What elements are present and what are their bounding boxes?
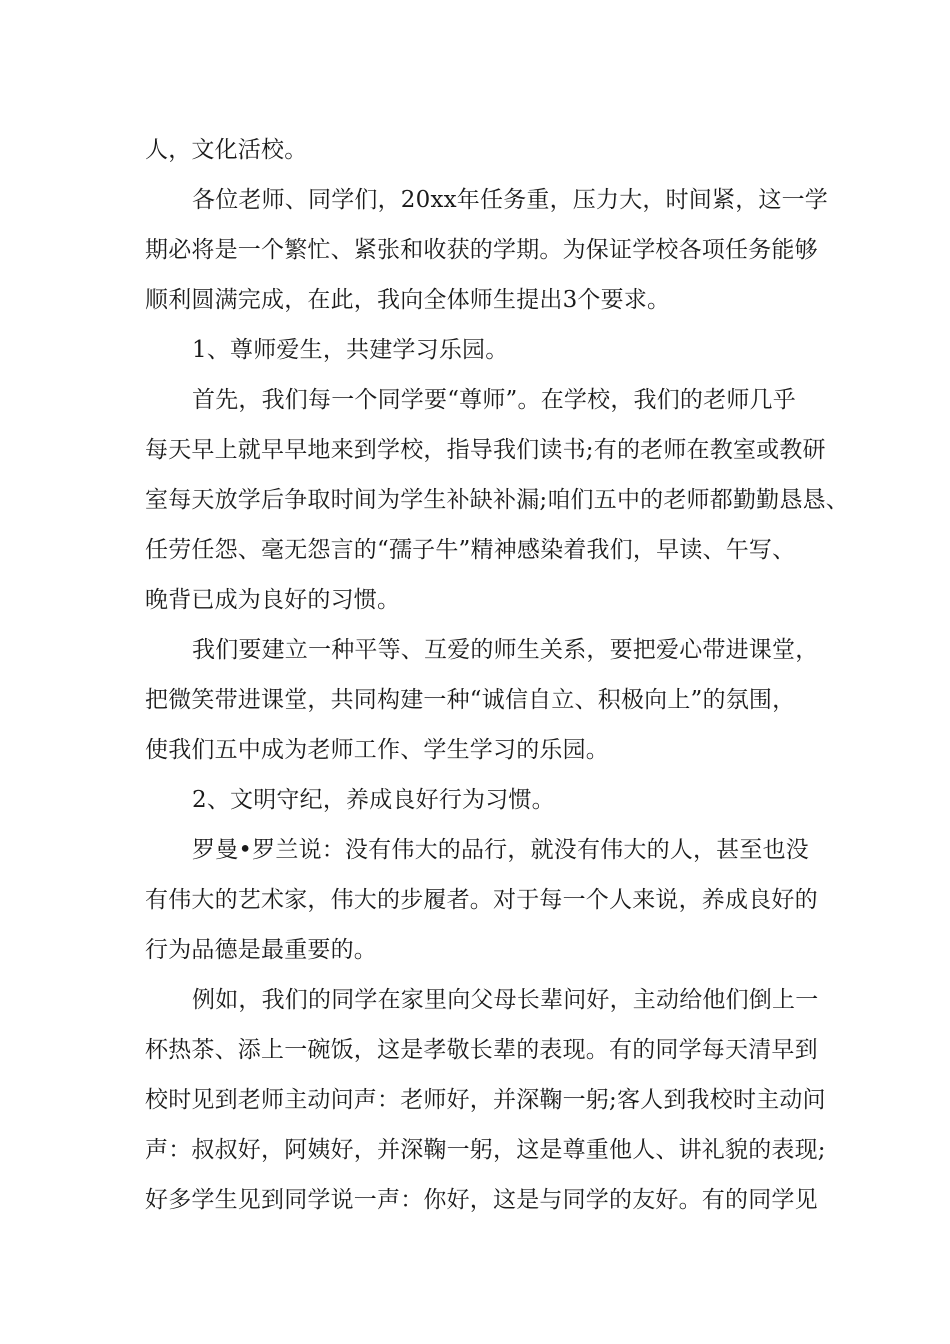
text-line: 声：叔叔好，阿姨好，并深鞠一躬，这是尊重他人、讲礼貌的表现;	[145, 1137, 826, 1163]
paragraph-first-line: 首先，我们每一个同学要“尊师”。在学校，我们的老师几乎	[192, 387, 796, 413]
paragraph-first-line: 罗曼•罗兰说：没有伟大的品行，就没有伟大的人，甚至也没	[192, 837, 809, 863]
text-line: 好多学生见到同学说一声：你好，这是与同学的友好。有的同学见	[145, 1187, 818, 1213]
text-line: 顺利圆满完成，在此，我向全体师生提出3个要求。	[145, 287, 671, 313]
text-line: 有伟大的艺术家，伟大的步履者。对于每一个人来说，养成良好的	[145, 887, 818, 913]
text-line: 室每天放学后争取时间为学生补缺补漏;咱们五中的老师都勤勤恳恳、	[145, 487, 849, 513]
paragraph-first-line: 例如，我们的同学在家里向父母长辈问好，主动给他们倒上一	[192, 987, 819, 1013]
text-line: 人，文化活校。	[145, 137, 308, 163]
text-line: 杯热茶、添上一碗饭，这是孝敬长辈的表现。有的同学每天清早到	[145, 1037, 818, 1063]
text-line: 期必将是一个繁忙、紧张和收获的学期。为保证学校各项任务能够	[145, 237, 818, 263]
paragraph-first-line: 我们要建立一种平等、互爱的师生关系，要把爱心带进课堂，	[192, 637, 819, 663]
text-line: 把微笑带进课堂，共同构建一种“诚信自立、积极向上”的氛围，	[145, 687, 796, 713]
text-line: 任劳任怨、毫无怨言的“孺子牛”精神感染着我们，早读、午写、	[145, 537, 796, 563]
text-line: 校时见到老师主动问声：老师好，并深鞠一躬;客人到我校时主动问	[145, 1087, 826, 1113]
text-line: 行为品德是最重要的。	[145, 937, 377, 963]
text-line: 使我们五中成为老师工作、学生学习的乐园。	[145, 737, 609, 763]
text-line: 晚背已成为良好的习惯。	[145, 587, 401, 613]
section-heading: 2、文明守纪，养成良好行为习惯。	[192, 787, 555, 813]
paragraph-first-line: 各位老师、同学们，20xx年任务重，压力大，时间紧，这一学	[192, 187, 829, 213]
text-line: 每天早上就早早地来到学校，指导我们读书;有的老师在教室或教研	[145, 437, 826, 463]
section-heading: 1、尊师爱生，共建学习乐园。	[192, 337, 509, 363]
